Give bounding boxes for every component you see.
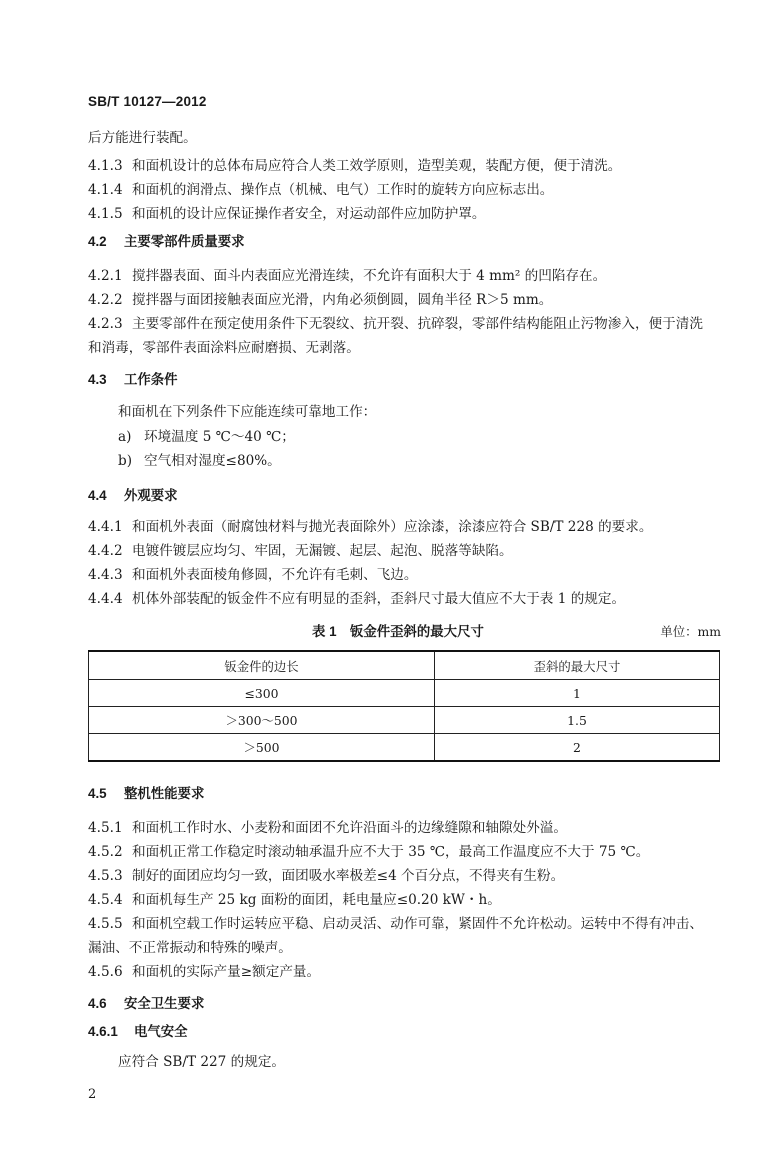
clause-4-2-2 — [88, 290, 552, 310]
clause-text: 和面机每生产 25 kg 面粉的面团，耗电量应≤0.20 kW・h。 — [132, 892, 501, 908]
clause-4-4-2 — [88, 541, 513, 561]
table-row — [89, 707, 720, 734]
clause-number: 4.2.3 — [88, 316, 123, 332]
section-number: 4.3 — [88, 372, 107, 387]
clause-number: 4.4.1 — [88, 519, 123, 535]
clause-4-1-4 — [88, 180, 553, 200]
section-title: 安全卫生要求 — [124, 996, 205, 1011]
clause-4-4-1 — [88, 517, 652, 537]
clause-text: 电镀件镀层应均匀、牢固，无漏镀、起层、起泡、脱落等缺陷。 — [132, 543, 513, 559]
clause-4-5-3 — [88, 866, 564, 886]
clause-number: 4.5.4 — [88, 892, 123, 908]
section-title: 工作条件 — [124, 372, 178, 387]
section-heading-4-3 — [88, 370, 178, 390]
clause-4-1-3 — [88, 156, 621, 176]
clause-text: 和面机空载工作时运转应平稳、启动灵活、动作可靠，紧固件不允许松动。运转中不得有冲击、 — [132, 916, 703, 932]
condition-item-a — [118, 427, 295, 447]
section-title: 整机性能要求 — [124, 786, 205, 801]
sheet-metal-deviation-table — [88, 650, 720, 762]
clause-number: 4.5.6 — [88, 964, 123, 980]
clause-4-4-4 — [88, 589, 625, 609]
clause-4-5-6 — [88, 962, 320, 982]
conditions-intro: 和面机在下列条件下应能连续可靠地工作： — [118, 404, 377, 420]
table-unit: 单位：mm — [660, 624, 721, 639]
clause-number: 4.4.2 — [88, 543, 123, 559]
table-caption: 表 1 钣金件歪斜的最大尺寸 — [312, 624, 484, 639]
clause-text: 和面机工作时水、小麦粉和面团不允许沿面斗的边缘缝隙和轴隙处外溢。 — [132, 820, 567, 836]
clause-text: 搅拌器与面团接触表面应光滑，内角必须倒圆，圆角半径 R＞5 mm。 — [132, 292, 553, 308]
section-number: 4.5 — [88, 786, 107, 801]
clause-number: 4.5.1 — [88, 820, 123, 836]
clause-number: 4.1.5 — [88, 206, 123, 222]
section-number: 4.6 — [88, 996, 107, 1011]
table-header-cell: 歪斜的最大尺寸 — [435, 651, 720, 680]
clause-number: 4.2.1 — [88, 268, 123, 284]
table-cell: ＞300～500 — [89, 707, 435, 734]
electrical-safety-text: 应符合 SB/T 227 的规定。 — [118, 1054, 286, 1070]
standard-code-header: SB/T 10127—2012 — [88, 94, 207, 109]
subsection-number: 4.6.1 — [88, 1024, 118, 1039]
clause-text: 和面机的实际产量≥额定产量。 — [132, 964, 321, 980]
clause-number: 4.4.3 — [88, 567, 123, 583]
section-heading-4-2 — [88, 232, 245, 252]
clause-text: 和面机设计的总体布局应符合人类工效学原则，造型美观，装配方便，便于清洗。 — [132, 158, 622, 174]
section-number: 4.2 — [88, 234, 107, 249]
table-row — [89, 734, 720, 762]
clause-text: 和面机的设计应保证操作者安全，对运动部件应加防护罩。 — [132, 206, 486, 222]
clause-number: 4.5.5 — [88, 916, 123, 932]
list-marker: a) — [118, 429, 132, 445]
clause-number: 4.5.3 — [88, 868, 123, 884]
clause-number: 4.4.4 — [88, 591, 123, 607]
clause-number: 4.1.4 — [88, 182, 123, 198]
table-cell: ＞500 — [89, 734, 435, 762]
clause-4-1-5 — [88, 204, 485, 224]
clause-4-5-5 — [88, 914, 703, 934]
clause-text: 和面机外表面棱角修圆，不允许有毛刺、飞边。 — [132, 567, 418, 583]
table-cell: 1 — [435, 680, 720, 707]
clause-4-2-1 — [88, 266, 606, 286]
clause-4-2-3-continued: 和消毒，零部件表面涂料应耐磨损、无剥落。 — [88, 340, 360, 356]
table-header-row — [89, 651, 720, 680]
clause-4-5-5-continued: 漏油、不正常振动和特殊的噪声。 — [88, 940, 292, 956]
condition-item-b — [118, 451, 281, 471]
list-text: 空气相对湿度≤80%。 — [144, 453, 281, 469]
page-number: 2 — [88, 1087, 97, 1102]
clause-4-4-3 — [88, 565, 417, 585]
clause-text: 和面机正常工作稳定时滚动轴承温升应不大于 35 ℃，最高工作温度应不大于 75 ℃。 — [132, 844, 650, 860]
clause-text: 和面机外表面（耐腐蚀材料与抛光表面除外）应涂漆，涂漆应符合 SB/T 228 的要求。 — [132, 519, 653, 535]
continuation-text: 后方能进行装配。 — [88, 130, 197, 146]
clause-text: 搅拌器表面、面斗内表面应光滑连续，不允许有面积大于 4 mm² 的凹陷存在。 — [132, 268, 607, 284]
clause-text: 机体外部装配的钣金件不应有明显的歪斜，歪斜尺寸最大值应不大于表 1 的规定。 — [132, 591, 626, 607]
clause-4-5-4 — [88, 890, 501, 910]
clause-number: 4.1.3 — [88, 158, 123, 174]
clause-text: 主要零部件在预定使用条件下无裂纹、抗开裂、抗碎裂，零部件结构能阻止污物渗入，便于清洗 — [132, 316, 703, 332]
table-cell: 2 — [435, 734, 720, 762]
section-heading-4-6 — [88, 994, 204, 1014]
section-number: 4.4 — [88, 488, 107, 503]
section-heading-4-5 — [88, 784, 204, 804]
clause-text: 和面机的润滑点、操作点（机械、电气）工作时的旋转方向应标志出。 — [132, 182, 554, 198]
section-title: 外观要求 — [124, 488, 178, 503]
table-cell: 1.5 — [435, 707, 720, 734]
clause-number: 4.2.2 — [88, 292, 123, 308]
subsection-heading-4-6-1 — [88, 1022, 188, 1042]
table-row — [89, 680, 720, 707]
table-header-cell: 钣金件的边长 — [89, 651, 435, 680]
section-heading-4-4 — [88, 486, 178, 506]
clause-4-2-3 — [88, 314, 703, 334]
table-cell: ≤300 — [89, 680, 435, 707]
clause-4-5-2 — [88, 842, 649, 862]
clause-4-5-1 — [88, 818, 567, 838]
list-marker: b) — [118, 453, 133, 469]
list-text: 环境温度 5 ℃～40 ℃； — [144, 429, 295, 445]
section-title: 主要零部件质量要求 — [124, 234, 245, 249]
clause-text: 制好的面团应均匀一致，面团吸水率极差≤4 个百分点，不得夹有生粉。 — [132, 868, 565, 884]
subsection-title: 电气安全 — [134, 1024, 188, 1039]
clause-number: 4.5.2 — [88, 844, 123, 860]
